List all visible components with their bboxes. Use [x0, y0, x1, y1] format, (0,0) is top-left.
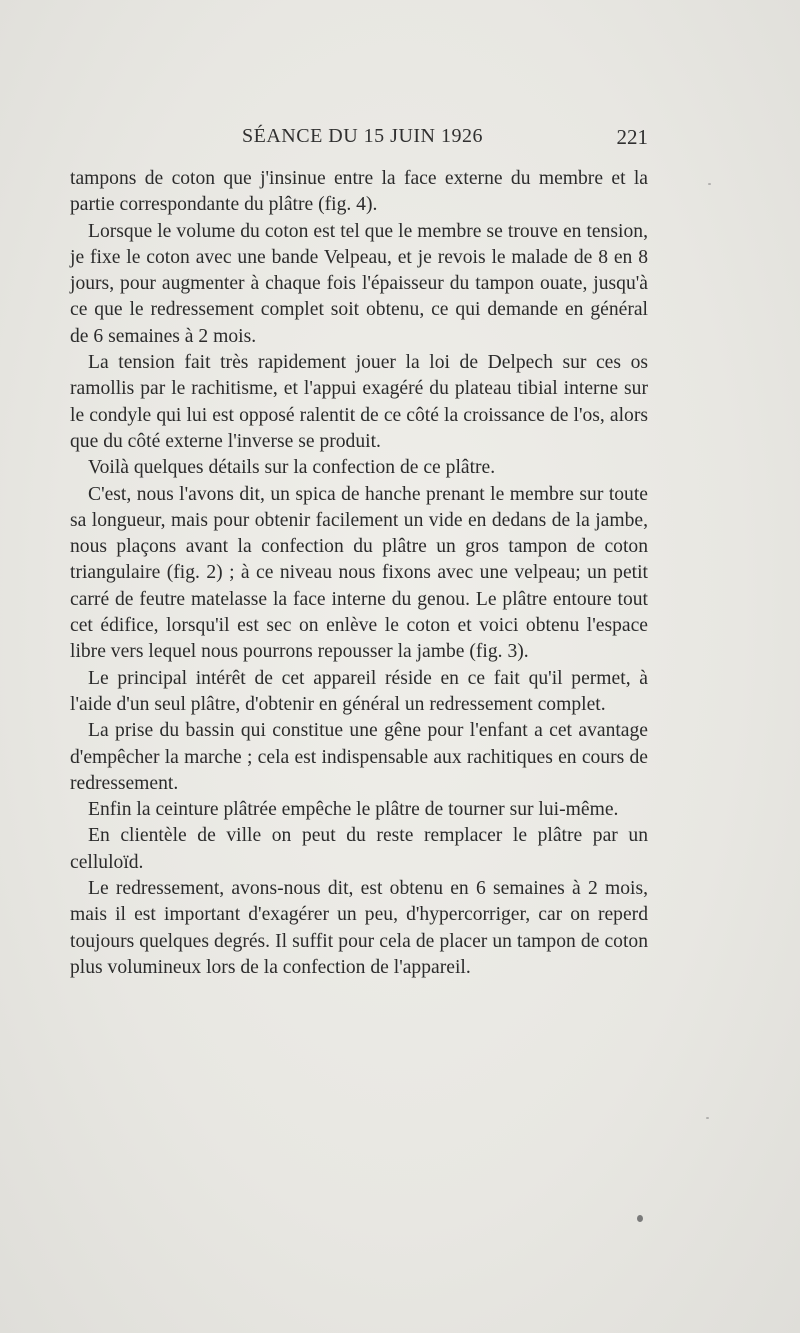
paragraph: Lorsque le volume du coton est tel que le membre se trouve en tension, je fixe le coton avec une bande Velpeau, et je revois le malade de 8 en 8 jours, pour augmenter à chaque fois l'épaisseur du tampon ouate, jusqu'à ce que le redressement complet soit obtenu, ce qui demande en général de 6 semaines à 2 mois. — [70, 220, 648, 347]
paper-speck — [635, 911, 637, 913]
paper-speck — [706, 1117, 709, 1119]
running-title: SÉANCE DU 15 JUIN 1926 — [242, 125, 483, 147]
paragraph: Le redressement, avons-nous dit, est obtenu en 6 semaines à 2 mois, mais il est important d'exagérer un peu, d'hypercorriger, car on reperd toujours quelques degrés. Il suffit pour cela de placer un tampon de coton plus volumineux lors de la confection de l'appareil. — [70, 878, 648, 978]
paragraph: tampons de coton que j'insinue entre la face externe du membre et la partie correspondante du plâtre (fig. 4). — [70, 168, 648, 216]
paragraph: Voilà quelques détails sur la confection de ce plâtre. — [88, 457, 496, 479]
paragraph: La prise du bassin qui constitue une gêne pour l'enfant a cet avantage d'empêcher la marche ; cela est indispensable aux rachitiques en cours de redressement. — [70, 720, 648, 794]
paragraph: En clientèle de ville on peut du reste remplacer le plâtre par un celluloïd. — [70, 825, 648, 873]
paragraph: C'est, nous l'avons dit, un spica de hanche prenant le membre sur toute sa longueur, mais pour obtenir facilement un vide en dedans de la jambe, nous plaçons avant la confection du plâtre un gros tampon de coton triangulaire (fig. 2) ; à ce niveau nous fixons avec une velpeau; un petit carré de feutre matelasse la face interne du genou. Le plâtre entoure tout cet édifice, lorsqu'il est sec on enlève le coton et voici obtenu l'espace libre vers lequel nous pourrons repousser la jambe (fig. 3). — [70, 483, 648, 663]
paragraph: Enfin la ceinture plâtrée empêche le plâtre de tourner sur lui-même. — [88, 799, 619, 821]
paper-speck — [708, 183, 711, 185]
paragraph: La tension fait très rapidement jouer la loi de Delpech sur ces os ramollis par le rachitisme, et l'appui exagéré du plateau tibial interne sur le condyle qui lui est opposé ralentit de ce côté la croissance de l'os, alors que du côté externe l'inverse se produit. — [70, 352, 648, 452]
page-header — [70, 125, 648, 155]
paper-speck — [637, 1215, 643, 1222]
body-text — [70, 166, 648, 981]
paragraph: Le principal intérêt de cet appareil réside en ce fait qu'il permet, à l'aide d'un seul plâtre, d'obtenir en général un redressement complet. — [70, 667, 648, 715]
page-number: 221 — [616, 125, 648, 149]
